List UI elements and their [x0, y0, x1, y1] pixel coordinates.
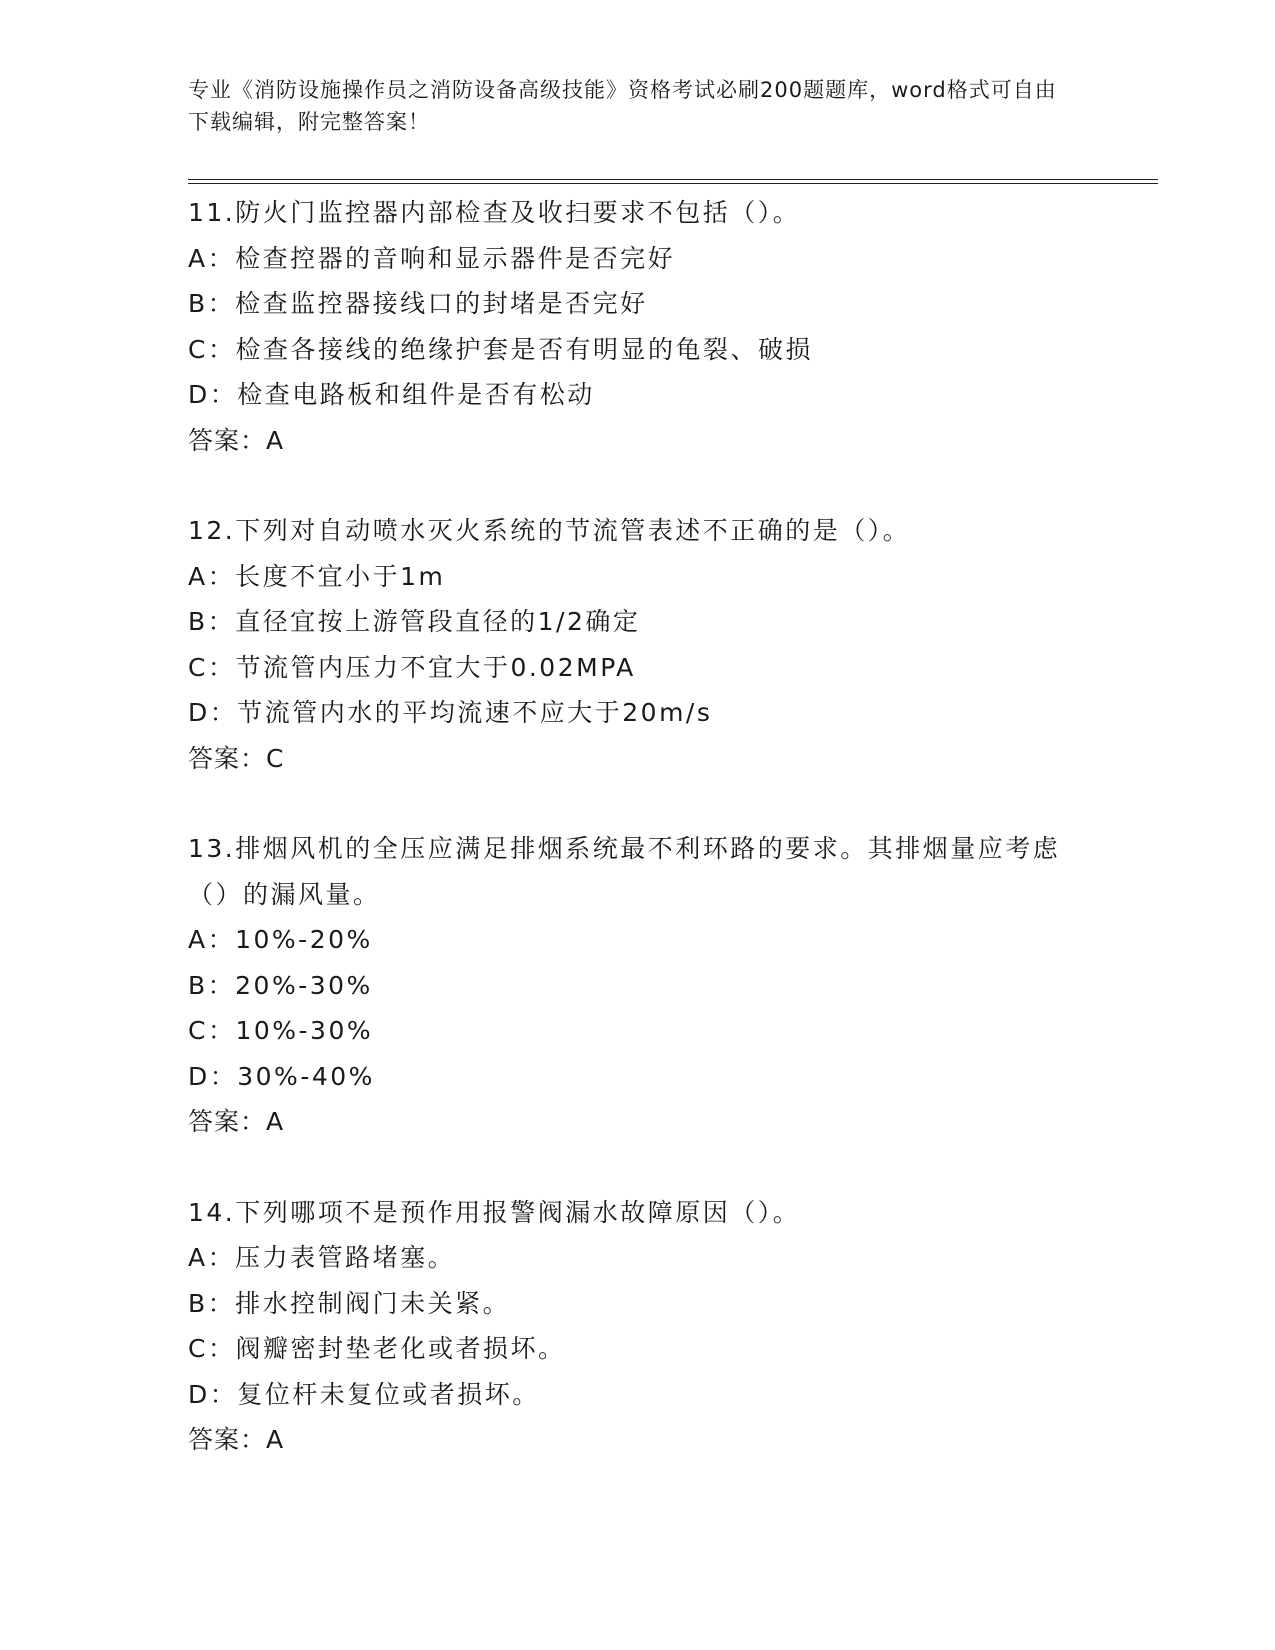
- option-a: A：长度不宜小于1m: [188, 561, 446, 591]
- option-b: B：直径宜按上游管段直径的1/2确定: [188, 607, 641, 636]
- question-14: [188, 1190, 1088, 1463]
- option-c: C：节流管内压力不宜大于0.02MPA: [188, 652, 636, 682]
- question-stem: 13.排烟风机的全压应满足排烟系统最不利环路的要求。其排烟量应考虑（）的漏风量。: [188, 834, 1061, 909]
- question-13: [188, 826, 1088, 1145]
- question-11: [188, 190, 1088, 463]
- option-d: D：节流管内水的平均流速不应大于20m/s: [188, 698, 713, 727]
- question-list: [188, 190, 1088, 1463]
- option-a: A：检查控器的音响和显示器件是否完好: [188, 243, 676, 273]
- question-12: [188, 508, 1088, 781]
- option-a: A：压力表管路堵塞。: [188, 1243, 456, 1272]
- divider-line: [188, 183, 1158, 184]
- answer-line: 答案：A: [188, 1107, 285, 1136]
- divider-line: [188, 179, 1158, 180]
- answer-line: 答案：A: [188, 425, 285, 455]
- option-c: C：检查各接线的绝缘护套是否有明显的龟裂、破损: [188, 334, 813, 364]
- option-a: A：10%-20%: [188, 925, 373, 954]
- document-intro: 专业《消防设施操作员之消防设备高级技能》资格考试必刷200题题库，word格式可自由下载编辑，附完整答案！: [188, 78, 1057, 134]
- answer-line: 答案：C: [188, 743, 285, 773]
- option-b: B：排水控制阀门未关紧。: [188, 1288, 511, 1318]
- answer-line: 答案：A: [188, 1425, 285, 1454]
- option-d: D：检查电路板和组件是否有松动: [188, 380, 595, 409]
- option-b: B：检查监控器接线口的封堵是否完好: [188, 289, 648, 318]
- question-stem: 14.下列哪项不是预作用报警阀漏水故障原因（）。: [188, 1197, 801, 1227]
- option-d: D：复位杆未复位或者损坏。: [188, 1379, 540, 1409]
- option-c: C：10%-30%: [188, 1016, 374, 1045]
- option-d: D：30%-40%: [188, 1061, 375, 1091]
- question-stem: 11.防火门监控器内部检查及收扫要求不包括（）。: [188, 198, 801, 227]
- option-c: C：阀瓣密封垫老化或者损坏。: [188, 1334, 566, 1363]
- question-stem: 12.下列对自动喷水灭火系统的节流管表述不正确的是（）。: [188, 516, 911, 545]
- option-b: B：20%-30%: [188, 970, 373, 1000]
